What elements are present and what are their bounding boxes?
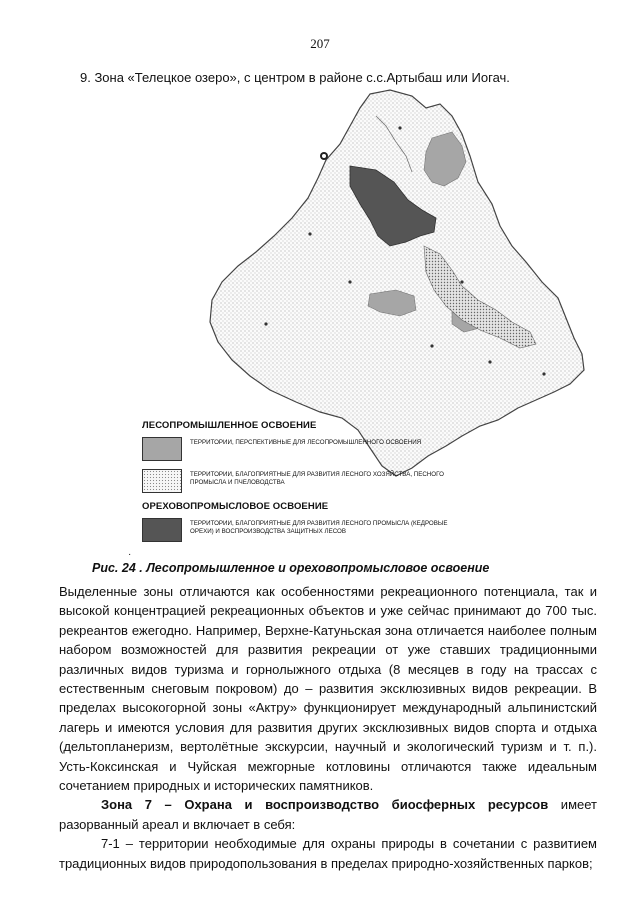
legend-item-forest-management — [142, 469, 472, 493]
paragraph-3: 7-1 – территории необходимые для охраны природы в сочетании с развитием традиционных видов природопользования в пределах природно-хозяйственных парков; — [59, 836, 597, 871]
legend-swatch-dark — [142, 518, 182, 542]
legend-item-nut-harvesting — [142, 518, 472, 542]
region-outline — [210, 90, 584, 476]
intro-line: 9. Зона «Телецкое озеро», с центром в районе с.с.Артыбаш или Иогач. — [80, 70, 510, 85]
legend-item-forestry-prospective — [142, 437, 472, 461]
figure-caption: Рис. 24 . Лесопромышленное и ореховопромысловое освоение — [92, 561, 490, 575]
zone-7-heading: Зона 7 – Охрана и воспроизводство биосферных ресурсов — [101, 797, 549, 813]
legend-item-label: ТЕРРИТОРИИ, БЛАГОПРИЯТНЫЕ ДЛЯ РАЗВИТИЯ ЛЕСНОГО ПРОМЫСЛА (КЕДРОВЫЕ ОРЕХИ) И ВОСПРОИЗВОДСТВА ЗАЩИТНЫХ ЛЕСОВ — [190, 520, 448, 535]
stray-dot: · — [128, 549, 132, 560]
page-number: 207 — [310, 36, 330, 51]
legend-group-forestry-title: ЛЕСОПРОМЫШЛЕННОЕ ОСВОЕНИЕ — [142, 420, 317, 431]
paragraph-1: Выделенные зоны отличаются как особенностями рекреационного потенциала, так и высокой концентрацией рекреационных объектов и уже сейчас принимают до 700 тыс. рекреантов ежегодно. Например, Верхне-Катуньская зона отличается наиболее полным набором возможностей для развития рекреации от уже ставших традиционными различных видов туризма и горнолыжного отдыха (8 месяцев в году на трассах с естественным снеговым покровом) до – развития эксклюзивных видов рекреации. В пределах высокогорной зоны «Актру» функционирует международный альпинистский лагерь и имеются условия для развития других эксклюзивных видов спорта и отдыха (дельтопланеризм, вертолётные экскурсии, научный и экологический туризм и т. п.). Усть-Коксинская и Чуйская межгорные котловины отличаются также идеальным сочетанием природных и исторических памятников. — [59, 584, 597, 794]
legend-swatch-light — [142, 437, 182, 461]
legend-item-label: ТЕРРИТОРИИ, БЛАГОПРИЯТНЫЕ ДЛЯ РАЗВИТИЯ ЛЕСНОГО ХОЗЯЙСТВА, ПЕСНОГО ПРОМЫСЛА И ПЧЕЛОВОДСТВА — [190, 471, 444, 486]
legend-group-nut-title: ОРЕХОВОПРОМЫСЛОВОЕ ОСВОЕНИЕ — [142, 501, 329, 512]
map-legend — [142, 420, 472, 550]
body-text — [59, 582, 597, 873]
paragraph-2-rest: имеет разорванный ареал и включает в себя: — [59, 797, 597, 832]
legend-item-label: ТЕРРИТОРИИ, ПЕРСПЕКТИВНЫЕ ДЛЯ ЛЕСОПРОМЫШЛЕННОГО ОСВОЕНИЯ — [190, 439, 422, 446]
paragraph-2 — [59, 795, 597, 834]
legend-swatch-stipple — [142, 469, 182, 493]
